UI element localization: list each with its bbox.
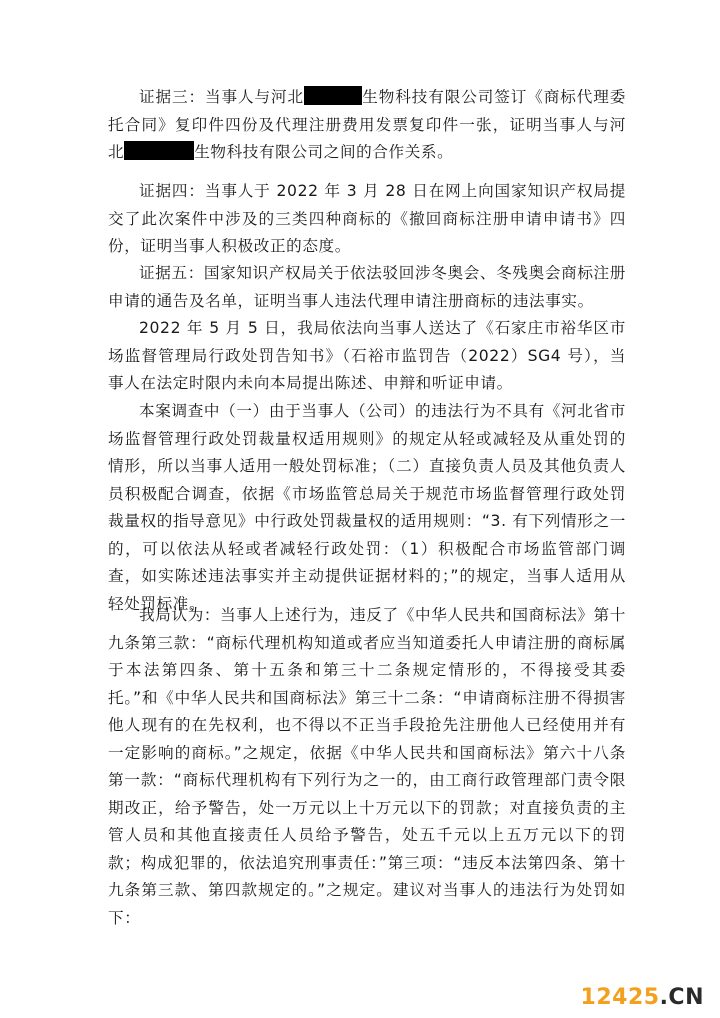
investigation-paragraph: 本案调查中（一）由于当事人（公司）的违法行为不具有《河北省市场监督管理行政处罚裁量权适用规则》的规定从轻或减轻及从重处罚的情形，所以当事人适用一般处罚标准；（二）直接负责人员及其他负责人员积极配合调查，依据《市场监管总局关于规范市场监督管理行政处罚裁量权的指导意见》中行政处罚裁量权的适用规则：“3. 有下列情形之一的，可以依法从轻或者减轻行政处罚：（1）积极配合市场监管部门调查，如实陈述违法事实并主动提供证据材料的；”的规定，当事人适用从轻处罚标准。 (108, 402, 626, 613)
opinion-paragraph: 我局认为：当事人上述行为，违反了《中华人民共和国商标法》第十九条第三款：“商标代理机构知道或者应当知道委托人申请注册的商标属于本法第四条、第十五条和第三十二条规定情形的，不得接受其委托。”和《中华人民共和国商标法》第三十二条：“申请商标注册不得损害他人现有的在先权利，也不得以不正当手段抢先注册他人已经使用并有一定影响的商标。”之规定，依据《中华人民共和国商标法》第六十八条第一款：“商标代理机构有下列行为之一的，由工商行政管理部门责令限期改正，给予警告，处一万元以上十万元以下的罚款；对直接负责的主管人员和其他直接责任人员给予警告，处五千元以上五万元以下的罚款；构成犯罪的，依法追究刑事责任：”第三项：“违反本法第四条、第十九条第三款、第四款规定的。”之规定。建议对当事人的违法行为处罚如下： (108, 606, 626, 927)
evidence-3-part-2: 生物科技有限公司签订《商标代理委托合同》复印件四份及代理注册费用发票复印件一张，证明当事人与河北 (108, 88, 626, 161)
evidence-4-paragraph: 证据四：当事人于 2022 年 3 月 28 日在网上向国家知识产权局提交了此次案件中涉及的三类四种商标的《撤回商标注册申请申请书》四份，证明当事人积极改正的态度。 (108, 182, 626, 255)
evidence-5-paragraph: 证据五：国家知识产权局关于依法驳回涉冬奥会、冬残奥会商标注册申请的通告及名单，证明当事人违法代理申请注册商标的违法事实。 (108, 264, 626, 310)
redaction-block (124, 141, 194, 160)
notice-paragraph: 2022 年 5 月 5 日，我局依法向当事人送达了《石家庄市裕华区市场监督管理局行政处罚告知书》（石裕市监罚告（2022）SG4 号），当事人在法定时限内未向本局提出陈述、申辩和听证申请。 (108, 319, 626, 392)
redaction-block (304, 86, 362, 105)
watermark-number: 12425 (580, 985, 660, 1010)
site-watermark (581, 985, 704, 1010)
watermark-domain: .CN (659, 985, 704, 1010)
evidence-3-part-1: 证据三：当事人与河北 (139, 88, 304, 106)
evidence-3-part-3: 生物科技有限公司之间的合作关系。 (194, 143, 454, 161)
evidence-3-paragraph (108, 84, 626, 167)
